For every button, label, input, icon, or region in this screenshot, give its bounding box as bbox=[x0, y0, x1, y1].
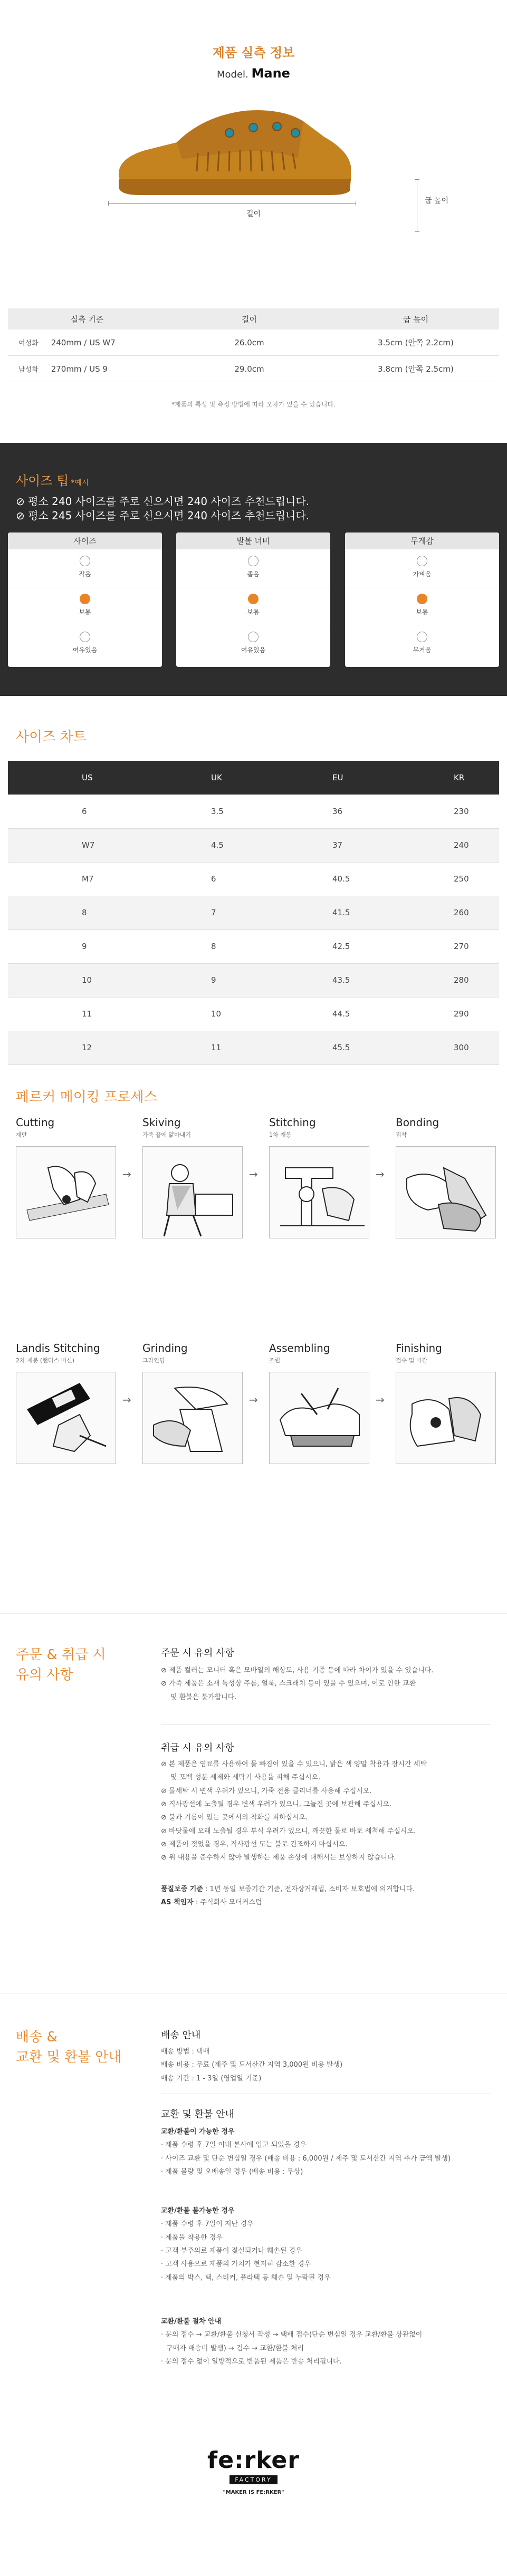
bonding-illustration bbox=[396, 1146, 496, 1238]
size-cell: 240 bbox=[372, 828, 499, 862]
size-header: EU bbox=[251, 761, 372, 795]
measure-title: 제품 실측 정보 bbox=[212, 45, 295, 60]
list-item: ⊘ 본 제품은 염료를 사용하여 물 빠짐이 있을 수 있으니, 밝은 색 양말 착용과 장시간 세탁 bbox=[161, 1760, 427, 1768]
tip-option: 작음 bbox=[8, 549, 162, 587]
list-item: ⊘ 바닷물에 오래 노출될 경우 부식 우려가 있으니, 깨끗한 물로 바로 세척해 주십시오. bbox=[161, 1827, 416, 1835]
list-item: 배송 비용 : 무료 (제주 및 도서산간 지역 3,000원 비용 발생) bbox=[161, 2061, 343, 2069]
arrow-icon: → bbox=[249, 1168, 258, 1180]
finishing-illustration bbox=[396, 1372, 496, 1464]
size-cell: 10 bbox=[129, 997, 251, 1031]
radio-selected-icon bbox=[417, 594, 427, 604]
check-icon: ⊘ bbox=[16, 495, 25, 508]
tip-option: 여유있음 bbox=[176, 625, 330, 663]
size-chart-title: 사이즈 차트 bbox=[16, 729, 87, 745]
size-cell: 6 bbox=[129, 862, 251, 896]
size-cell: 36 bbox=[251, 795, 372, 828]
table-row bbox=[8, 929, 499, 963]
list-item: ⊘ 물세탁 시 변색 우려가 있으니, 가죽 전용 클리너를 사용해 주십시오. bbox=[161, 1787, 372, 1795]
list-item: · 제품 수령 후 7일 이내 본사에 입고 되었을 경우 bbox=[161, 2141, 307, 2149]
radio-icon bbox=[80, 556, 90, 566]
table-row bbox=[8, 896, 499, 929]
table-row: 남성화 270mm / US 9 29.0cm 3.8cm (안쪽 2.5cm) bbox=[8, 356, 499, 382]
radio-selected-icon bbox=[80, 594, 90, 604]
order-notice-list bbox=[161, 1664, 434, 1704]
list-item: · 고객 부주의로 제품이 젖실되거나 훼손된 경우 bbox=[161, 2247, 302, 2255]
check-icon: ⊘ bbox=[16, 509, 25, 522]
process-step-finishing: Finishing 검수 및 마감 bbox=[396, 1342, 496, 1464]
list-item: · 고객 사용으로 제품의 가치가 현저히 감소한 경우 bbox=[161, 2260, 311, 2269]
tip-option: 좁음 bbox=[176, 549, 330, 587]
list-item: 및 포백 성분 세제와 세탁기 사용을 피해 주십시오. bbox=[170, 1774, 321, 1782]
table-row bbox=[8, 862, 499, 896]
process-step-landis-stitching: Landis Stitching 2차 재봉 (랜디스 머신) bbox=[16, 1342, 116, 1464]
list-item: · 문의 접수 → 교환/환불 신청서 작성 → 택배 접수(단순 변심일 경우 교환/환불 상관없이 bbox=[161, 2331, 423, 2339]
refund-no-block: 교환/환불 불가능한 경우 · 제품 수령 후 7일이 지난 경우 · 제품을 착용한 경우 · 고객 부주의로 제품이 젖실되거나 훼손된 경우 · 고객 사용으로 제품의 가치가 현저히 감소한 경우 · 제품의 박스, 택, 스티커, 플라텍 등 훼손 및 누락된 경우 bbox=[161, 2204, 331, 2284]
list-item: ⊘ 직사광선에 노출될 경우 변색 우려가 있으니, 그늘진 곳에 보관해 주십시오. bbox=[161, 1800, 392, 1809]
table-row bbox=[8, 963, 499, 997]
size-cell: 230 bbox=[372, 795, 499, 828]
list-item: ⊘ 불과 기름이 있는 곳에서의 착화를 피하십시오. bbox=[161, 1814, 308, 1822]
order-notice-title: 주문 시 유의 사항 bbox=[161, 1648, 234, 1659]
size-tip-line: ⊘ 평소 245 사이즈를 주로 신으시면 240 사이즈 추천드립니다. bbox=[16, 509, 310, 522]
warranty-info: 품질보증 기준 : 1년 동일 보증기간 기준, 전자상거래법, 소비자 보호법에 의거합니다. AS 책임자 : 주식회사 모더커스텀 bbox=[161, 1885, 415, 1907]
size-cell: 40.5 bbox=[251, 862, 372, 896]
list-item: · 문의 접수 없이 일방적으로 반품된 제품은 반송 처리됩니다. bbox=[161, 2358, 342, 2366]
arrow-icon: → bbox=[376, 1168, 385, 1180]
list-item: 구매자 배송비 발생) → 검수 → 교환/환불 처리 bbox=[166, 2344, 304, 2352]
size-cell: 11 bbox=[8, 997, 129, 1031]
size-cell: 270 bbox=[372, 929, 499, 963]
list-item: 배송 방법 : 택배 bbox=[161, 2048, 210, 2056]
size-tip-title: 사이즈 팁 *예시 bbox=[16, 473, 89, 488]
size-cell: M7 bbox=[8, 862, 129, 896]
arrow-icon: → bbox=[249, 1393, 258, 1406]
radio-icon bbox=[80, 632, 90, 642]
measure-header: 실측 기준 bbox=[8, 308, 166, 330]
size-cell: 41.5 bbox=[251, 896, 372, 929]
size-cell: 11 bbox=[129, 1031, 251, 1064]
measure-header: 길이 bbox=[166, 308, 332, 330]
tip-option: 여유있음 bbox=[8, 625, 162, 663]
size-cell: 8 bbox=[129, 929, 251, 963]
tip-option: 보통 bbox=[176, 587, 330, 625]
size-cell: 43.5 bbox=[251, 963, 372, 997]
size-tip-section bbox=[0, 443, 507, 696]
radio-icon bbox=[248, 556, 259, 566]
care-notice-list bbox=[161, 1758, 427, 1865]
length-dimension-line bbox=[108, 203, 356, 204]
notice-side-title: 주문 & 취급 시 유의 사항 bbox=[16, 1647, 106, 1683]
table-row: 여성화 240mm / US W7 26.0cm 3.5cm (안쪽 2.2cm) bbox=[8, 330, 499, 356]
tip-option: 무거움 bbox=[345, 625, 499, 663]
process-step-bonding: Bonding 접착 bbox=[396, 1116, 496, 1238]
size-cell: 3.5 bbox=[129, 795, 251, 828]
size-cell: 6 bbox=[8, 795, 129, 828]
radio-selected-icon bbox=[248, 594, 259, 604]
table-row bbox=[8, 1031, 499, 1064]
process-step-skiving: Skiving 가죽 끝에 얇아내기 bbox=[142, 1116, 243, 1238]
size-cell: 4.5 bbox=[129, 828, 251, 862]
grinding-illustration bbox=[142, 1372, 243, 1464]
model-name: Mane bbox=[251, 66, 290, 81]
shoe-image bbox=[108, 100, 361, 200]
radio-icon bbox=[417, 632, 427, 642]
size-cell: 300 bbox=[372, 1031, 499, 1064]
notice-section bbox=[0, 1613, 507, 1993]
model-line: Model. Mane bbox=[217, 66, 290, 81]
stitching-illustration bbox=[269, 1146, 369, 1238]
size-chart-table bbox=[8, 761, 499, 1065]
list-item: · 제품의 박스, 택, 스티커, 플라텍 등 훼손 및 누락된 경우 bbox=[161, 2273, 331, 2282]
size-cell: 260 bbox=[372, 896, 499, 929]
size-cell: 250 bbox=[372, 862, 499, 896]
list-item: ⊘ 가죽 제품은 소재 특성상 주름, 얼룩, 스크래치 등이 있을 수 있으며, 이로 인한 교환 bbox=[161, 1680, 416, 1688]
product-measure-section bbox=[0, 0, 507, 443]
height-dimension-label: 굽 높이 bbox=[425, 197, 449, 205]
size-cell: 7 bbox=[129, 896, 251, 929]
size-cell: 42.5 bbox=[251, 929, 372, 963]
arrow-icon: → bbox=[122, 1168, 131, 1180]
making-process-section bbox=[0, 1073, 507, 1613]
measure-table bbox=[8, 308, 499, 382]
size-cell: W7 bbox=[8, 828, 129, 862]
size-cell: 280 bbox=[372, 963, 499, 997]
size-header: UK bbox=[129, 761, 251, 795]
arrow-icon: → bbox=[376, 1393, 385, 1406]
landis-stitching-illustration bbox=[16, 1372, 116, 1464]
skiving-illustration bbox=[142, 1146, 243, 1238]
table-row bbox=[8, 795, 499, 828]
process-step-assembling: Assembling 조립 bbox=[269, 1342, 369, 1464]
tip-card-width: 발볼 너비 좁음 보통 여유있음 bbox=[176, 532, 330, 667]
list-item: · 제품을 착용한 경우 bbox=[161, 2233, 223, 2242]
measure-note: *제품의 특성 및 측정 방법에 따라 오차가 있을 수 있습니다. bbox=[171, 401, 336, 408]
size-cell: 10 bbox=[8, 963, 129, 997]
length-dimension-label: 길이 bbox=[246, 210, 261, 218]
list-item: 배송 기간 : 1 - 3일 (영업일 기준) bbox=[161, 2074, 262, 2083]
size-cell: 12 bbox=[8, 1031, 129, 1064]
tip-card-weight: 무게감 가벼움 보통 무거움 bbox=[345, 532, 499, 667]
tip-option: 가벼움 bbox=[345, 549, 499, 587]
delivery-side-title: 배송 & 교환 및 환불 안내 bbox=[16, 2029, 122, 2065]
list-item: ⊘ 제품이 젖었을 경우, 직사광선 또는 불로 건조하지 마십시오. bbox=[161, 1841, 348, 1849]
list-item: · 제품 불량 및 오배송일 경우 (배송 비용 : 무상) bbox=[161, 2168, 303, 2176]
brand-logo: fe:rker FACTORY "MAKER IS FE:RKER" bbox=[207, 2447, 300, 2495]
size-header: KR bbox=[372, 761, 499, 795]
cutting-illustration bbox=[16, 1146, 116, 1238]
size-cell: 290 bbox=[372, 997, 499, 1031]
process-step-cutting: Cutting 재단 bbox=[16, 1116, 116, 1238]
list-item: 및 환불은 불가합니다. bbox=[170, 1693, 237, 1701]
size-cell: 44.5 bbox=[251, 997, 372, 1031]
radio-icon bbox=[417, 556, 427, 566]
size-header: US bbox=[8, 761, 129, 795]
process-step-stitching: Stitching 1차 재봉 bbox=[269, 1116, 369, 1238]
table-row bbox=[8, 828, 499, 862]
size-chart-section bbox=[0, 696, 507, 1073]
size-tip-line: ⊘ 평소 240 사이즈를 주로 신으시면 240 사이즈 추천드립니다. bbox=[16, 495, 310, 508]
measure-header: 굽 높이 bbox=[332, 308, 499, 330]
list-item: · 사이즈 교환 및 단순 변심일 경우 (배송 비용 : 6,000원 / 제주 및 도서산간 지역 추가 금액 발생) bbox=[161, 2154, 451, 2163]
tip-option: 보통 bbox=[345, 587, 499, 625]
table-row bbox=[8, 997, 499, 1031]
size-cell: 37 bbox=[251, 828, 372, 862]
process-title: 페르커 메이킹 프로세스 bbox=[16, 1089, 157, 1105]
delivery-section bbox=[0, 1993, 507, 2573]
shipping-title: 배송 안내 bbox=[161, 2030, 201, 2041]
refund-process-block: 교환/환불 절차 안내 · 문의 접수 → 교환/환불 신청서 작성 → 택배 접수(단순 변심일 경우 교환/환불 상관없이 구매자 배송비 발생) → 검수 → 교환/환불 처리 · 문의 접수 없이 일방적으로 반품된 제품은 반송 처리됩니다. bbox=[161, 2315, 422, 2368]
care-notice-title: 취급 시 유의 사항 bbox=[161, 1742, 234, 1754]
process-step-grinding: Grinding 그라인딩 bbox=[142, 1342, 243, 1464]
tip-option: 보통 bbox=[8, 587, 162, 625]
list-item: ⊘ 제품 컬러는 모니터 혹은 모바일의 해상도, 사용 기종 등에 따라 차이가 있을 수 있습니다. bbox=[161, 1667, 434, 1674]
size-cell: 9 bbox=[129, 963, 251, 997]
radio-icon bbox=[248, 632, 259, 642]
size-cell: 45.5 bbox=[251, 1031, 372, 1064]
shipping-list bbox=[161, 2045, 342, 2085]
list-item: · 제품 수령 후 7일이 지난 경우 bbox=[161, 2220, 254, 2229]
size-cell: 9 bbox=[8, 929, 129, 963]
tip-card-size: 사이즈 작음 보통 여유있음 bbox=[8, 532, 162, 667]
arrow-icon: → bbox=[122, 1393, 131, 1406]
refund-title: 교환 및 환불 안내 bbox=[161, 2109, 234, 2120]
size-cell: 8 bbox=[8, 896, 129, 929]
assembling-illustration bbox=[269, 1372, 369, 1464]
refund-ok-block: 교환/환불이 가능한 경우 · 제품 수령 후 7일 이내 본사에 입고 되었을 경우 · 사이즈 교환 및 단순 변심일 경우 (배송 비용 : 6,000원 / 제주 및 도서산간 지역 추가 금액 발생) · 제품 불량 및 오배송일 경우 (배송 비용 : 무상) bbox=[161, 2125, 451, 2178]
list-item: ⊘ 위 내용을 준수하지 않아 발생하는 제품 손상에 대해서는 보상하지 않습니다. bbox=[161, 1854, 396, 1862]
